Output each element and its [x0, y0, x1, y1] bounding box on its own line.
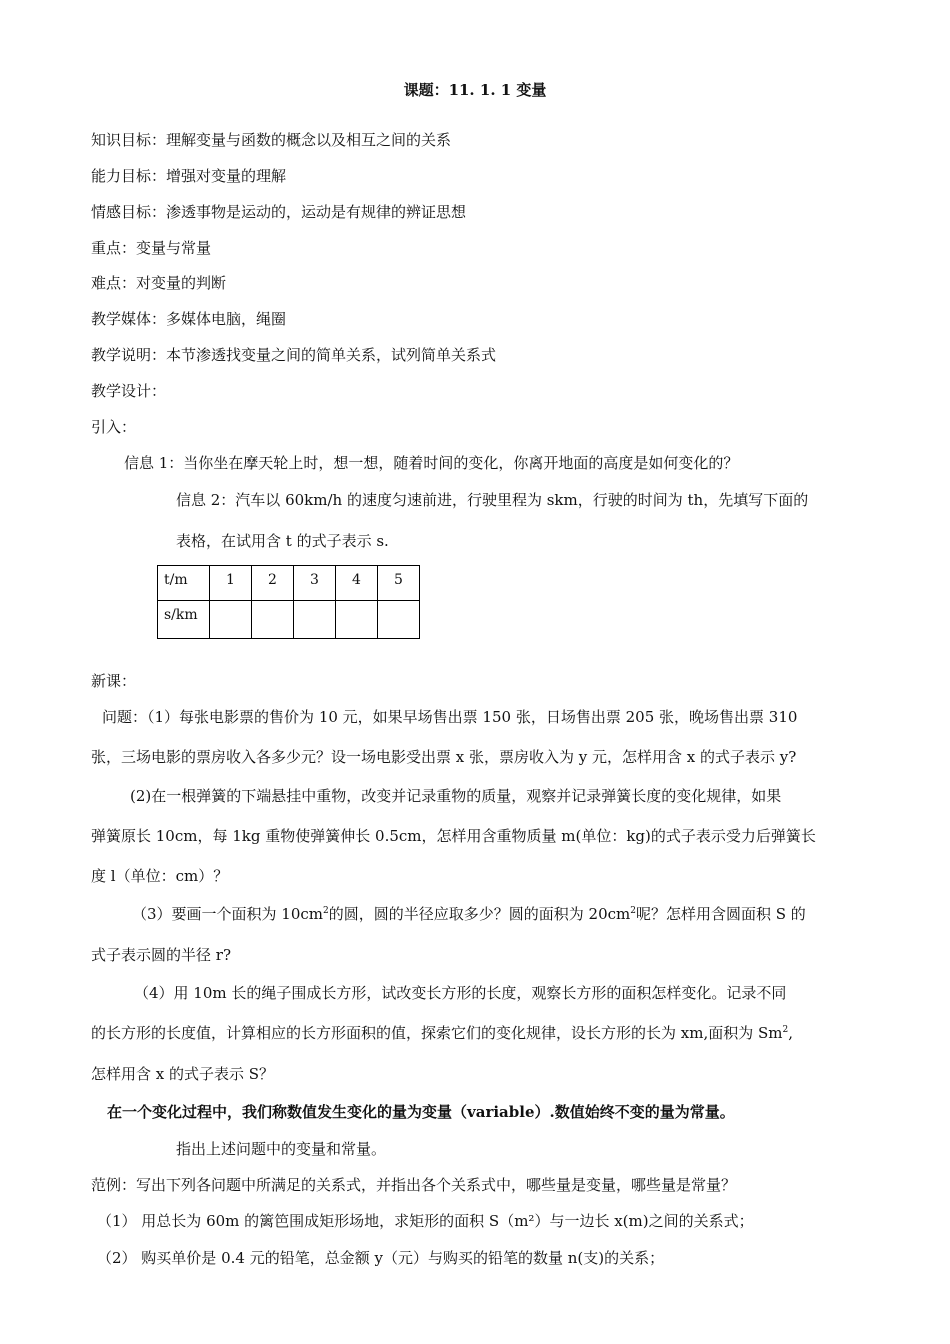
table-cell [336, 601, 378, 639]
q4-text-a: 的长方形的长度值，计算相应的长方形面积的值，探索它们的变化规律，设长方形的长为 xm,面积为 Sm [91, 1024, 783, 1042]
question-4-line-2 [91, 1023, 793, 1043]
question-2-line-2: 弹簧原长 10cm，每 1kg 重物使弹簧伸长 0.5cm，怎样用含重物质量 m(单位：kg)的式子表示受力后弹簧长 [91, 827, 816, 845]
new-lesson-heading: 新课： [91, 672, 137, 690]
table-cell [252, 601, 294, 639]
table-cell: 1 [210, 566, 252, 601]
info-2-line-1: 信息 2：汽车以 60km/h 的速度匀速前进，行驶里程为 skm，行驶的时间为 th，先填写下面的 [176, 491, 809, 509]
table-cell [294, 601, 336, 639]
table-cell: 3 [294, 566, 336, 601]
difficulty: 难点：对变量的判断 [91, 274, 227, 292]
table-cell [378, 601, 420, 639]
teaching-design: 教学设计： [91, 382, 167, 400]
info-1: 信息 1：当你坐在摩天轮上时，想一想，随着时间的变化，你离开地面的高度是如何变化的？ [124, 454, 739, 472]
emotion-objective: 情感目标：渗透事物是运动的，运动是有规律的辨证思想 [91, 203, 467, 221]
question-3-line-2: 式子表示圆的半径 r? [91, 946, 231, 964]
table-row [158, 601, 420, 639]
intro-heading: 引入： [91, 418, 137, 436]
question-2-line-3: 度 l（单位：cm）？ [91, 867, 229, 885]
question-4-line-1: （4）用 10m 长的绳子围成长方形，试改变长方形的长度，观察长方形的面积怎样变化。记录不同 [134, 984, 787, 1002]
time-distance-table [157, 565, 420, 639]
table-row [158, 566, 420, 601]
question-1-line-1: 问题：（1）每张电影票的售价为 10 元，如果早场售出票 150 张，日场售出票 205 张，晚场售出票 310 [102, 708, 798, 726]
q3-text-c: 呢？怎样用含圆面积 S 的 [635, 905, 806, 923]
table-cell: 4 [336, 566, 378, 601]
example-item-1: （1） 用总长为 60m 的篱笆围成矩形场地，求矩形的面积 S（m²）与一边长 x(m)之间的关系式； [97, 1212, 754, 1230]
q3-text-b: 的圆，圆的半径应取多少？圆的面积为 20cm [328, 905, 631, 923]
table-cell: 2 [252, 566, 294, 601]
q3-text-a: （3）要画一个面积为 10cm [132, 905, 324, 923]
question-1-line-2: 张，三场电影的票房收入各多少元？设一场电影受出票 x 张，票房收入为 y 元，怎样用含 x 的式子表示 y? [91, 748, 797, 766]
key-point: 重点：变量与常量 [91, 239, 212, 257]
question-4-line-3: 怎样用含 x 的式子表示 S？ [91, 1065, 275, 1083]
table-header-cell: s/km [158, 601, 210, 639]
table-cell: 5 [378, 566, 420, 601]
question-2-line-1: (2)在一根弹簧的下端悬挂中重物，改变并记录重物的质量，观察并记录弹簧长度的变化规律，如果 [130, 787, 782, 805]
superscript: 2 [323, 906, 329, 916]
examples-intro: 范例：写出下列各问题中所满足的关系式，并指出各个关系式中，哪些量是变量，哪些量是常量？ [91, 1176, 737, 1194]
superscript: 2 [630, 906, 636, 916]
example-item-2: （2） 购买单价是 0.4 元的铅笔，总金额 y（元）与购买的铅笔的数量 n(支)的关系； [97, 1249, 665, 1267]
knowledge-objective: 知识目标：理解变量与函数的概念以及相互之间的关系 [91, 131, 452, 149]
teaching-media: 教学媒体：多媒体电脑，绳圈 [91, 310, 287, 328]
superscript: 2 [782, 1025, 789, 1035]
definition-text: 在一个变化过程中，我们称数值发生变化的量为变量（variable）.数值始终不变的量为常量。 [107, 1103, 735, 1121]
q4-text-b: , [788, 1024, 794, 1042]
page-title: 课题：11. 1. 1 变量 [403, 81, 547, 99]
point-out-text: 指出上述问题中的变量和常量。 [176, 1140, 387, 1158]
ability-objective: 能力目标：增强对变量的理解 [91, 167, 287, 185]
question-3-line-1 [132, 904, 806, 924]
table-header-cell: t/m [158, 566, 210, 601]
table-cell [210, 601, 252, 639]
teaching-explanation: 教学说明：本节渗透找变量之间的简单关系，试列简单关系式 [91, 346, 497, 364]
info-2-line-2: 表格，在试用含 t 的式子表示 s. [176, 532, 389, 550]
